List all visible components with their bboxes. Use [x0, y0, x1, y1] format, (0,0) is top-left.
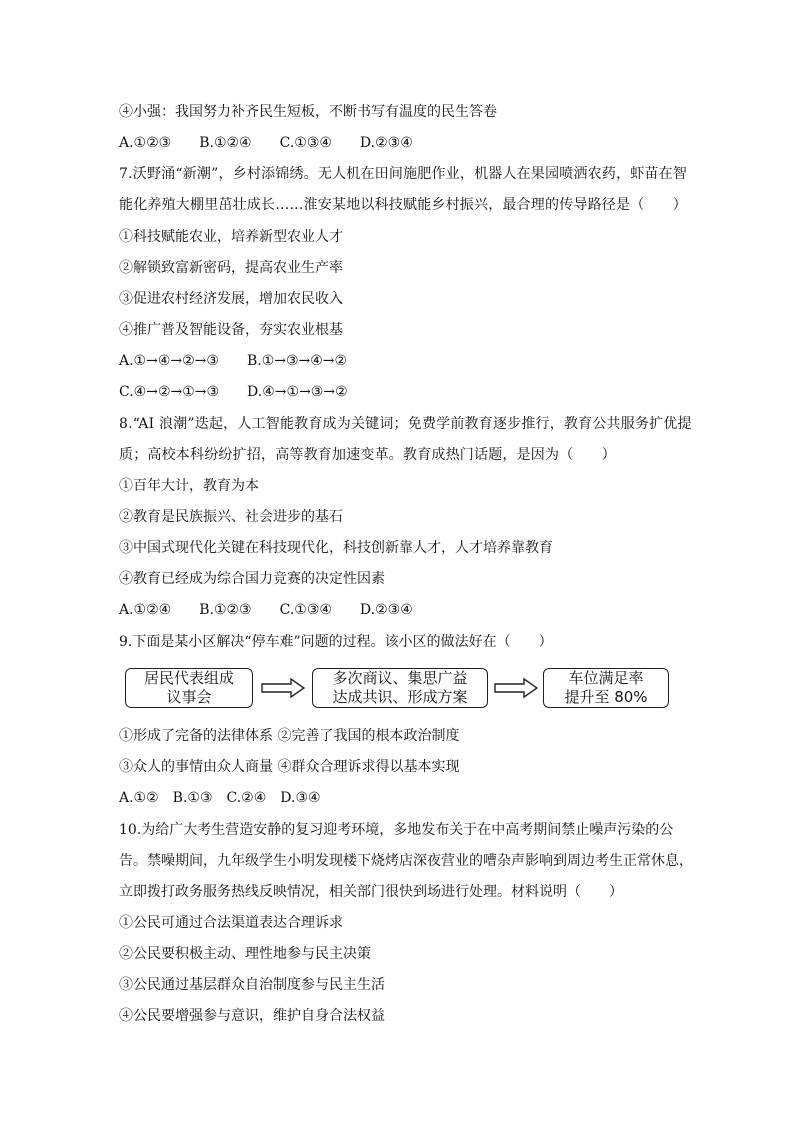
q7-option-4: ④推广普及智能设备，夯实农业根基 [119, 322, 343, 338]
q8-option-2: ②教育是民族振兴、社会进步的基石 [119, 509, 343, 525]
q7-option-2: ②解锁致富新密码，提高农业生产率 [119, 260, 343, 276]
q9-answer-choices: A.①② B.①③ C.②④ D.③④ [119, 790, 321, 806]
q10-option-1: ①公民可通过合法渠道表达合理诉求 [119, 915, 343, 931]
q7-answer-choices-cd: C.④→②→①→③ D.④→①→③→② [119, 384, 348, 400]
q10-stem-line-3: 立即拨打政务服务热线反映情况，相关部门很快到场进行处理。材料说明（ ） [119, 884, 623, 900]
q9-stem: 9.下面是某小区解决“停车难”问题的过程。该小区的做法好在（ ） [119, 634, 553, 650]
q7-answer-choices-ab: A.①→④→②→③ B.①→③→④→② [119, 353, 348, 369]
q6-option-4: ④小强：我国努力补齐民生短板，不断书写有温度的民生答卷 [119, 104, 497, 120]
flow-step-3-line-1: 车位满足率 [568, 669, 644, 687]
flow-arrow-2-icon [494, 678, 538, 698]
q10-option-2: ②公民要积极主动、理性地参与民主决策 [119, 946, 371, 962]
q8-stem-line-1: 8.“AI 浪潮”迭起，人工智能教育成为关键词；免费学前教育逐步推行，教育公共服务扩优提 [119, 416, 692, 432]
q9-flowchart [119, 664, 679, 716]
q10-option-3: ③公民通过基层群众自治制度参与民主生活 [119, 977, 385, 993]
flow-step-2-line-2: 达成共识、形成方案 [332, 688, 468, 706]
q8-stem-line-2: 质；高校本科纷纷扩招，高等教育加速变革。教育成热门话题，是因为（ ） [119, 447, 616, 463]
q8-option-4: ④教育已经成为综合国力竞赛的决定性因素 [119, 571, 385, 587]
q7-stem-line-1: 7.沃野涌“新潮”，乡村添锦绣。无人机在田间施肥作业，机器人在果园喷洒农药，虾苗在智 [119, 166, 688, 182]
q10-option-4: ④公民要增强参与意识，维护自身合法权益 [119, 1008, 385, 1024]
q6-answer-choices: A.①②③ B.①②④ C.①③④ D.②③④ [119, 135, 413, 151]
flow-arrow-1-icon [261, 678, 305, 698]
q10-stem-line-1: 10.为给广大考生营造安静的复习迎考环境，多地发布关于在中高考期间禁止噪声污染的公 [119, 822, 674, 838]
q8-option-1: ①百年大计，教育为本 [119, 478, 259, 494]
flow-step-3 [543, 668, 669, 708]
flow-step-1 [125, 668, 253, 708]
q7-stem-line-2: 能化养殖大棚里茁壮成长……淮安某地以科技赋能乡村振兴，最合理的传导路径是（ ） [119, 197, 687, 213]
q9-option-line-2: ③众人的事情由众人商量 ④群众合理诉求得以基本实现 [119, 759, 460, 775]
q8-option-3: ③中国式现代化关键在科技现代化，科技创新靠人才，人才培养靠教育 [119, 540, 553, 556]
q10-stem-line-2: 告。禁噪期间，九年级学生小明发现楼下烧烤店深夜营业的嘈杂声影响到周边考生正常休息， [119, 853, 693, 869]
flow-step-1-line-2: 议事会 [166, 688, 212, 706]
flow-step-2-line-1: 多次商议、集思广益 [332, 669, 468, 687]
flow-step-2 [312, 668, 488, 708]
flow-step-1-line-1: 居民代表组成 [143, 669, 234, 687]
flow-step-3-line-2: 提升至 80% [564, 688, 648, 706]
q7-option-3: ③促进农村经济发展，增加农民收入 [119, 291, 343, 307]
q8-answer-choices: A.①②④ B.①②③ C.①③④ D.②③④ [119, 602, 413, 618]
q9-option-line-1: ①形成了完备的法律体系 ②完善了我国的根本政治制度 [119, 728, 460, 744]
q7-option-1: ①科技赋能农业，培养新型农业人才 [119, 229, 343, 245]
